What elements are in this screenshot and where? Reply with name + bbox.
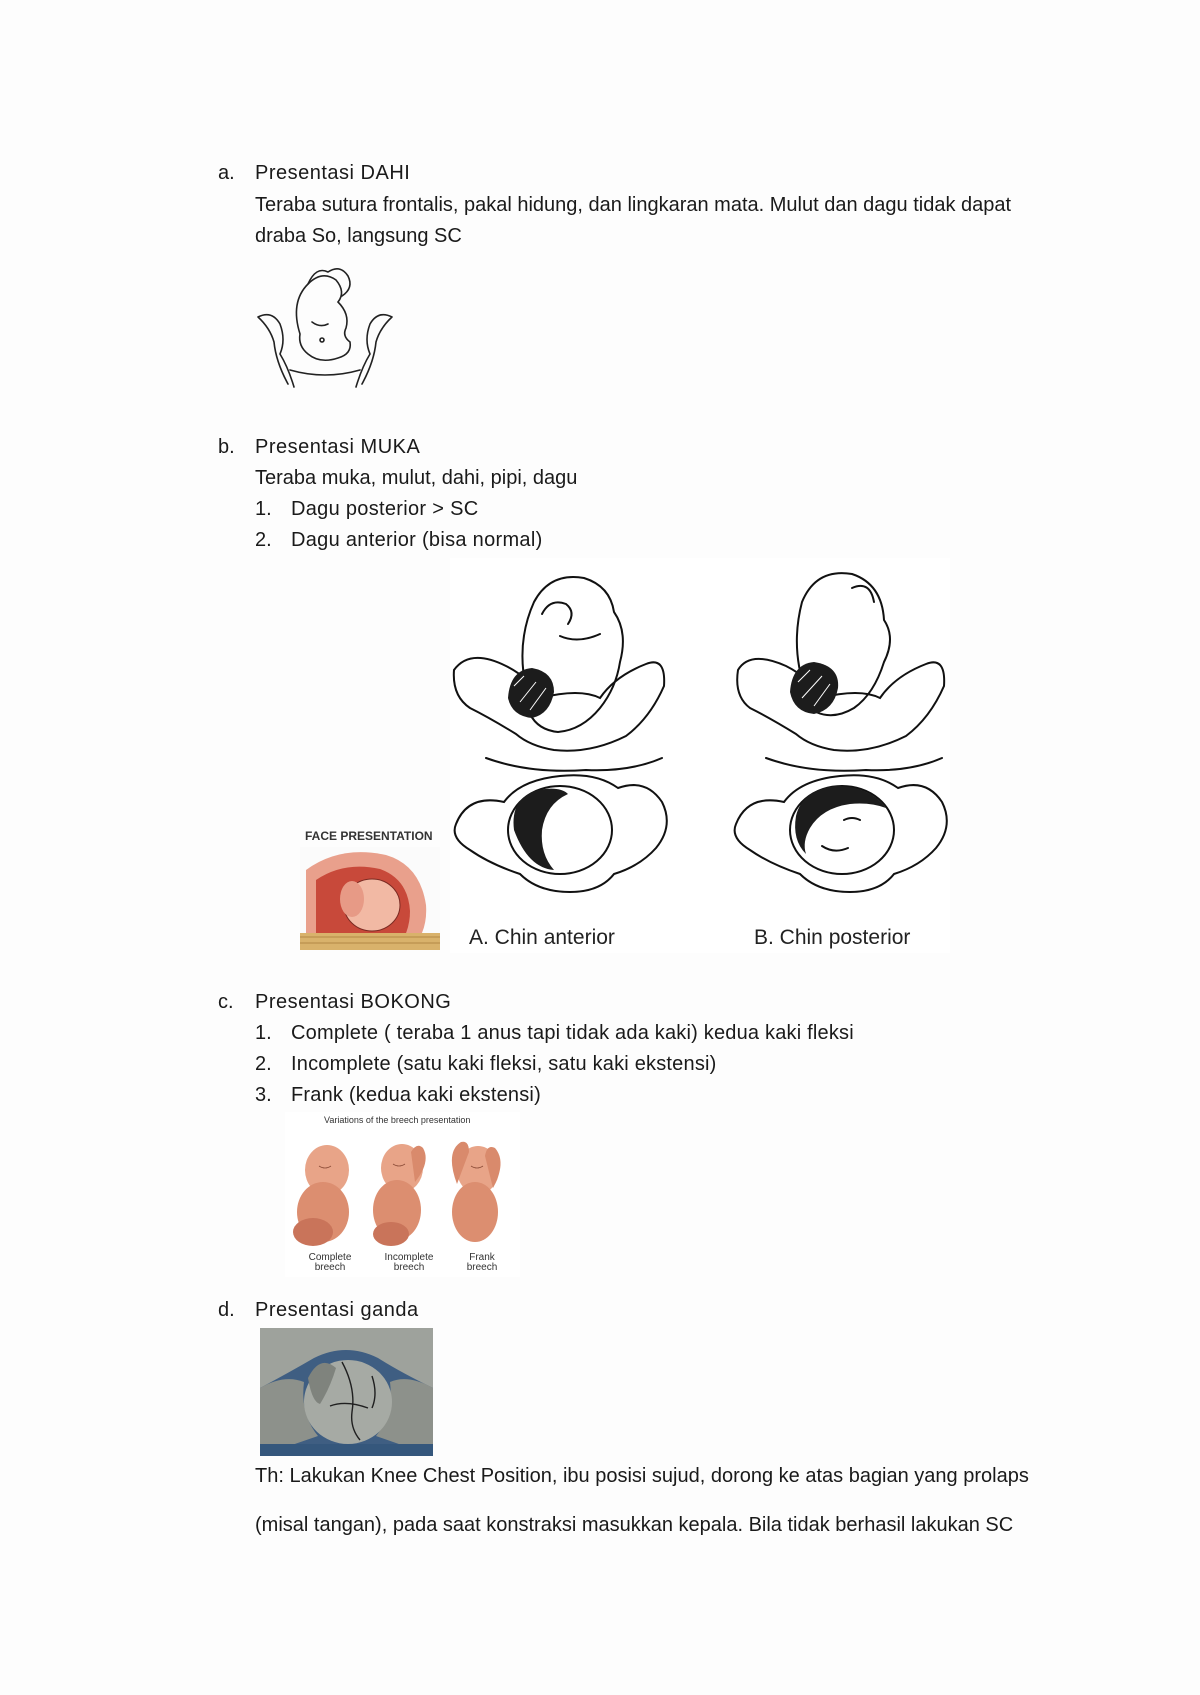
face-presentation-figure bbox=[300, 825, 440, 950]
breech-caption-frank bbox=[452, 1253, 512, 1273]
face-presentation-label: FACE PRESENTATION bbox=[305, 829, 433, 843]
breech-caption-frank-line-2: breech bbox=[466, 1262, 498, 1273]
breech-caption-complete-line-1: Complete bbox=[308, 1252, 352, 1263]
section-d-heading: Presentasi ganda bbox=[255, 1299, 419, 1321]
section-d-marker: d. bbox=[218, 1299, 235, 1321]
section-a-line-1: Teraba sutura frontalis, pakal hidung, dan lingkaran mata. Mulut dan dagu tidak dapat bbox=[255, 194, 1012, 216]
section-b-item-2-number: 2. bbox=[255, 529, 272, 551]
section-b-item-2: Dagu anterior (bisa normal) bbox=[291, 529, 543, 551]
section-c-item-1: Complete ( teraba 1 anus tapi tidak ada kaki) kedua kaki fleksi bbox=[291, 1022, 854, 1044]
breech-caption-incomplete-line-2: breech bbox=[393, 1262, 425, 1273]
breech-caption-frank-line-1: Frank bbox=[469, 1252, 495, 1263]
section-a-heading: Presentasi DAHI bbox=[255, 162, 411, 184]
compound-presentation-photo bbox=[260, 1328, 433, 1456]
section-b-marker: b. bbox=[218, 436, 235, 458]
chin-position-figure bbox=[450, 558, 950, 953]
section-a-line-2: draba So, langsung SC bbox=[255, 225, 462, 247]
chin-posterior-caption: B. Chin posterior bbox=[754, 926, 911, 949]
section-c-item-3: Frank (kedua kaki ekstensi) bbox=[291, 1084, 541, 1106]
section-a-marker: a. bbox=[218, 162, 235, 184]
section-c-item-2: Incomplete (satu kaki fleksi, satu kaki ekstensi) bbox=[291, 1053, 717, 1075]
section-c-item-1-number: 1. bbox=[255, 1022, 272, 1044]
section-d-line-2: (misal tangan), pada saat konstraksi masukkan kepala. Bila tidak berhasil lakukan SC bbox=[255, 1514, 1014, 1536]
section-b-item-1: Dagu posterior > SC bbox=[291, 498, 479, 520]
section-d-line-1: Th: Lakukan Knee Chest Position, ibu posisi sujud, dorong ke atas bagian yang prolaps bbox=[255, 1465, 1029, 1487]
section-b-line-1: Teraba muka, mulut, dahi, pipi, dagu bbox=[255, 467, 578, 489]
section-c-marker: c. bbox=[218, 991, 234, 1013]
breech-caption-complete-line-2: breech bbox=[314, 1262, 346, 1273]
brow-presentation-figure bbox=[250, 262, 400, 397]
section-c-heading: Presentasi BOKONG bbox=[255, 991, 452, 1013]
chin-anterior-caption: A. Chin anterior bbox=[469, 926, 615, 949]
section-c-item-2-number: 2. bbox=[255, 1053, 272, 1075]
breech-caption-incomplete bbox=[376, 1253, 442, 1273]
section-b-item-1-number: 1. bbox=[255, 498, 272, 520]
breech-figure-title: Variations of the breech presentation bbox=[324, 1115, 471, 1125]
section-b-heading: Presentasi MUKA bbox=[255, 436, 421, 458]
section-c-item-3-number: 3. bbox=[255, 1084, 272, 1106]
breech-caption-complete bbox=[300, 1253, 360, 1273]
breech-caption-incomplete-line-1: Incomplete bbox=[384, 1252, 434, 1263]
